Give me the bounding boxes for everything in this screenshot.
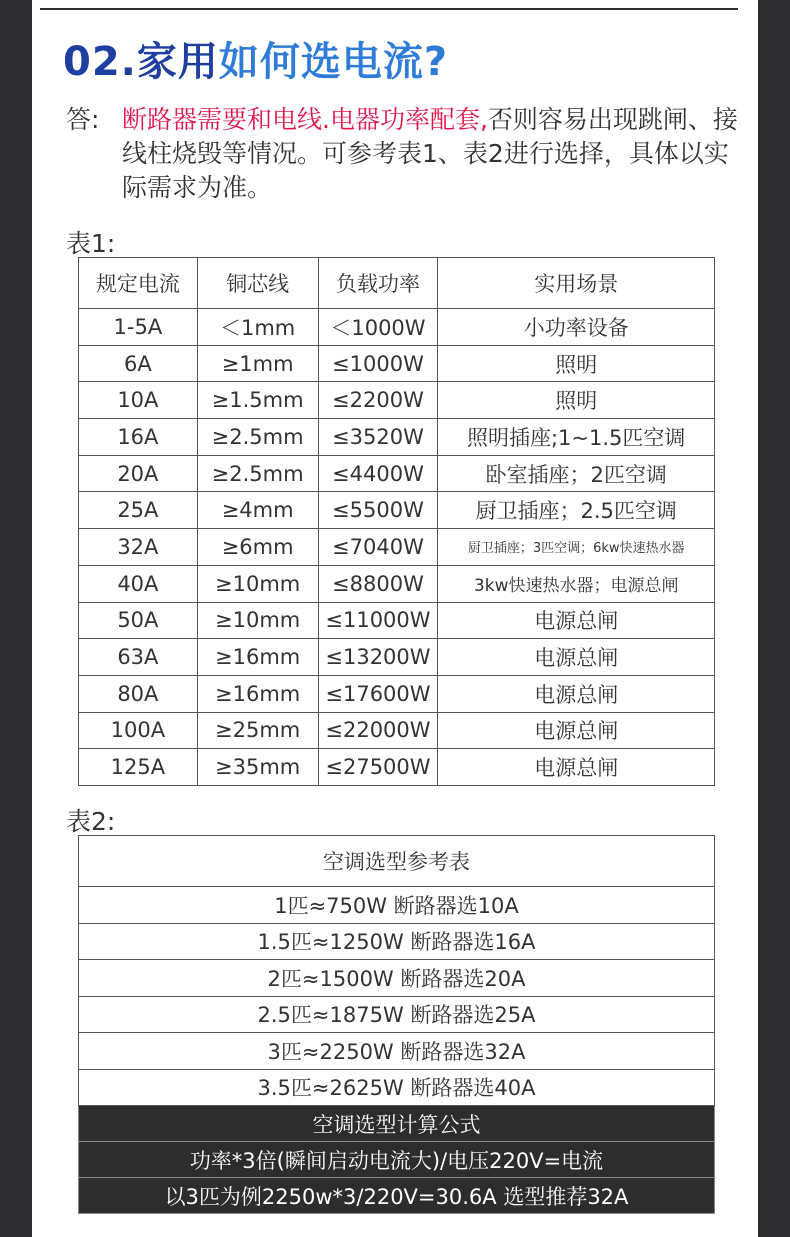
cell-current: 25A: [79, 492, 198, 529]
answer-paragraph: [66, 103, 746, 205]
table-row: [79, 1069, 715, 1106]
cell-wire: ＜1mm: [197, 309, 318, 346]
cell-scenario: 电源总闸: [438, 602, 715, 639]
cell-power: ≤5500W: [318, 492, 438, 529]
formula-row: [79, 1142, 715, 1178]
cell-scenario: 小功率设备: [438, 309, 715, 346]
header-load-power: 负载功率: [318, 258, 438, 309]
table-row: [79, 1033, 715, 1070]
top-divider: [40, 8, 738, 10]
header-copper-wire: 铜芯线: [197, 258, 318, 309]
table-row: [79, 382, 715, 419]
cell-wire: ≥35mm: [197, 749, 318, 786]
table-row: [79, 887, 715, 924]
cell-wire: ≥16mm: [197, 675, 318, 712]
cell-scenario: 3kw快速热水器；电源总闸: [438, 565, 715, 602]
table-row: [79, 712, 715, 749]
cell-power: ≤17600W: [318, 675, 438, 712]
cell-power: ≤22000W: [318, 712, 438, 749]
table-row: [79, 309, 715, 346]
cell-power: ≤13200W: [318, 639, 438, 676]
cell-wire: ≥2.5mm: [197, 419, 318, 456]
cell-power: ≤1000W: [318, 345, 438, 382]
cell-wire: ≥10mm: [197, 602, 318, 639]
formula-example-row: [79, 1178, 715, 1214]
cell-wire: ≥2.5mm: [197, 455, 318, 492]
ac-table-title: 空调选型参考表: [79, 836, 715, 887]
table-row: [79, 923, 715, 960]
cell-scenario: 照明: [438, 382, 715, 419]
table-row: [79, 602, 715, 639]
cell-scenario: 卧室插座；2匹空调: [438, 455, 715, 492]
cell-current: 16A: [79, 419, 198, 456]
header-usage-scenario: 实用场景: [438, 258, 715, 309]
cell-current: 20A: [79, 455, 198, 492]
table1-label: 表1:: [66, 229, 116, 258]
cell-power: ≤3520W: [318, 419, 438, 456]
cell-power: ≤7040W: [318, 529, 438, 566]
cell-current: 50A: [79, 602, 198, 639]
table-header-row: [79, 836, 715, 887]
cell-power: ≤11000W: [318, 602, 438, 639]
table-row: [79, 492, 715, 529]
cell-current: 1-5A: [79, 309, 198, 346]
formula-title-row: [79, 1106, 715, 1142]
formula-example: 以3匹为例2250w*3/220V=30.6A 选型推荐32A: [79, 1178, 715, 1214]
answer-highlight: 断路器需要和电线.电器功率配套,: [122, 105, 488, 134]
cell-wire: ≥25mm: [197, 712, 318, 749]
title-part1: 家用: [136, 39, 219, 85]
breaker-selection-table: [78, 257, 715, 786]
ac-row: 1.5匹≈1250W 断路器选16A: [79, 923, 715, 960]
title-part2: 如何选电流?: [218, 39, 449, 85]
cell-scenario: 照明插座;1~1.5匹空调: [438, 419, 715, 456]
table-row: [79, 565, 715, 602]
page: [32, 0, 758, 1237]
answer-rest: 否则容易出现跳闸、接线柱烧毁等情况。可参考表1、表2进行选择，具体以实际需求为准。: [122, 105, 738, 202]
answer-body: [122, 103, 746, 205]
formula-title: 空调选型计算公式: [79, 1106, 715, 1142]
table-row: [79, 639, 715, 676]
cell-scenario: 电源总闸: [438, 712, 715, 749]
table-header-row: [79, 258, 715, 309]
cell-current: 6A: [79, 345, 198, 382]
cell-scenario: 电源总闸: [438, 639, 715, 676]
cell-power: ≤27500W: [318, 749, 438, 786]
ac-row: 2.5匹≈1875W 断路器选25A: [79, 996, 715, 1033]
table-row: [79, 455, 715, 492]
cell-wire: ≥4mm: [197, 492, 318, 529]
header-rated-current: 规定电流: [79, 258, 198, 309]
cell-wire: ≥10mm: [197, 565, 318, 602]
cell-current: 125A: [79, 749, 198, 786]
cell-wire: ≥1.5mm: [197, 382, 318, 419]
table-row: [79, 960, 715, 997]
cell-scenario: 厨卫插座；2.5匹空调: [438, 492, 715, 529]
title-number: 02.: [63, 39, 137, 85]
table-row: [79, 419, 715, 456]
table-row: [79, 345, 715, 382]
cell-wire: ≥16mm: [197, 639, 318, 676]
ac-row: 3匹≈2250W 断路器选32A: [79, 1033, 715, 1070]
table2-label: 表2:: [66, 807, 116, 836]
cell-scenario: 厨卫插座；3匹空调；6kw快速热水器: [438, 529, 715, 566]
cell-current: 100A: [79, 712, 198, 749]
ac-selection-table: [78, 835, 715, 1214]
cell-power: ＜1000W: [318, 309, 438, 346]
cell-current: 40A: [79, 565, 198, 602]
cell-wire: ≥1mm: [197, 345, 318, 382]
formula-text: 功率*3倍(瞬间启动电流大)/电压220V=电流: [79, 1142, 715, 1178]
ac-row: 3.5匹≈2625W 断路器选40A: [79, 1069, 715, 1106]
cell-wire: ≥6mm: [197, 529, 318, 566]
cell-scenario: 电源总闸: [438, 675, 715, 712]
cell-power: ≤2200W: [318, 382, 438, 419]
cell-current: 32A: [79, 529, 198, 566]
cell-power: ≤8800W: [318, 565, 438, 602]
table-row: [79, 749, 715, 786]
cell-power: ≤4400W: [318, 455, 438, 492]
table-row: [79, 529, 715, 566]
answer-label: 答:: [66, 105, 100, 134]
cell-current: 63A: [79, 639, 198, 676]
ac-row: 1匹≈750W 断路器选10A: [79, 887, 715, 924]
table-row: [79, 675, 715, 712]
section-title: [63, 30, 448, 87]
ac-row: 2匹≈1500W 断路器选20A: [79, 960, 715, 997]
cell-current: 80A: [79, 675, 198, 712]
cell-scenario: 照明: [438, 345, 715, 382]
cell-scenario: 电源总闸: [438, 749, 715, 786]
table-row: [79, 996, 715, 1033]
cell-current: 10A: [79, 382, 198, 419]
